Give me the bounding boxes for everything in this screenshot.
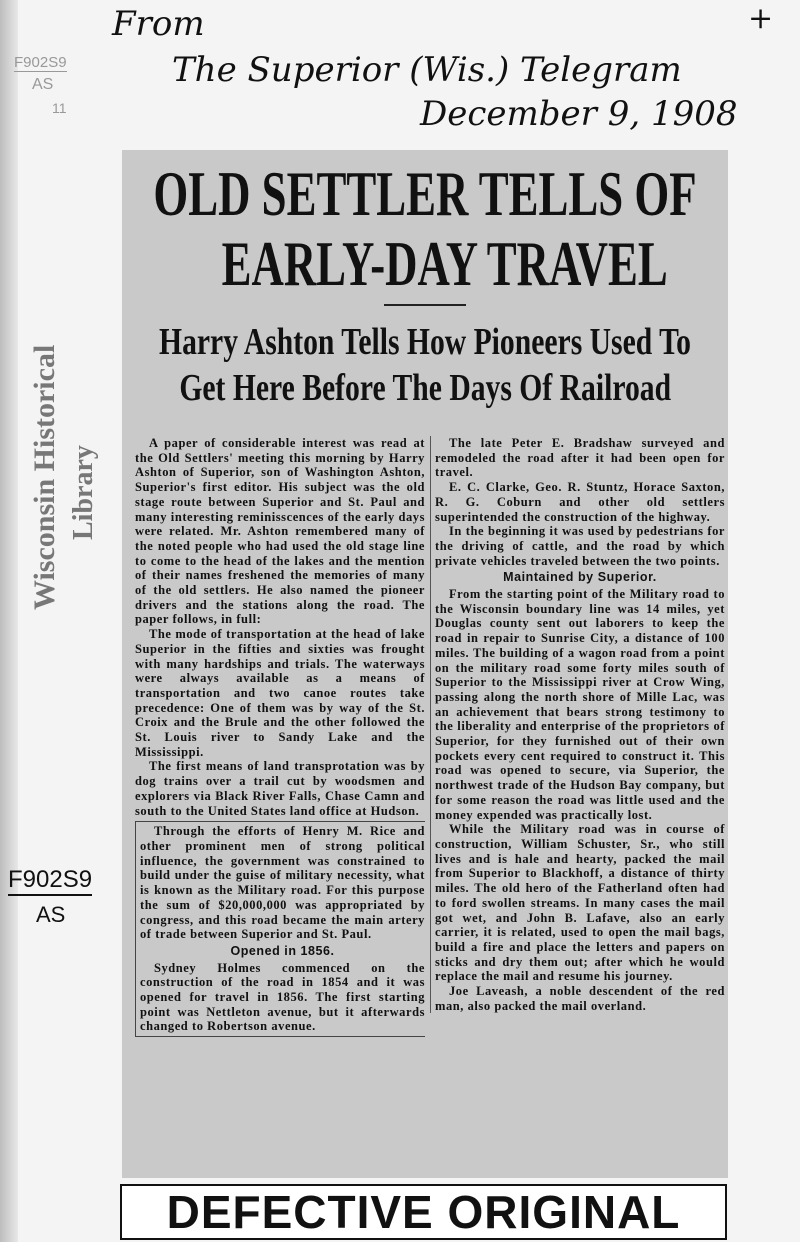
stamp-mark-top: 11 <box>52 100 67 116</box>
catalog-code: F902S9 <box>8 866 92 896</box>
handwritten-from: From <box>112 4 205 44</box>
handwritten-cross: + <box>748 1 774 36</box>
section-subheading: Maintained by Superior. <box>503 570 657 585</box>
paragraph: While the Military road was in course of construction, William Schuster, Sr., who still lives and is hale and hearty, packed the mail from Superior to Blackhoff, a distance of thirty miles. The old hero of the Fatherland often had to ford swollen streams. In many cases the mail got wet, and John B. Lafave, also an early carrier, it is related, used to open the mail bags, build a fire and place the letters and papers on sticks and dry them out; after which he would replace the mail and resume his journey. <box>435 822 725 984</box>
section-subheading: Opened in 1856. <box>230 943 335 958</box>
boxed-section <box>135 821 425 1037</box>
headline-line-1: OLD SETTLER TELLS OF <box>153 158 697 229</box>
subhead-line-1: Harry Ashton Tells How Pioneers Used To <box>159 321 691 363</box>
stamp-initials-top: AS <box>32 76 54 93</box>
defective-original-stamp: DEFECTIVE ORIGINAL <box>120 1184 727 1240</box>
headline-divider <box>384 304 466 306</box>
scan-edge <box>0 0 18 1242</box>
paragraph: Joe Laveash, a noble descendent of the red man, also packed the mail overland. <box>435 984 725 1013</box>
stamp-code-top: F902S9 <box>14 54 67 71</box>
article-column-right <box>430 436 725 1013</box>
article-column-left <box>135 436 425 1037</box>
paragraph: Through the efforts of Henry M. Rice and other prominent men of strong political influence, the government was constrained to build under the guise of military necessity, what is known as the Military road. For this purpose the sum of $20,000,000 was appropriated by congress, and this road became the main artery of trade between Superior and St. Paul. <box>140 824 425 942</box>
paragraph: In the beginning it was used by pedestrians for the driving of cattle, and the road by which private vehicles traveled between the two points. <box>435 524 725 568</box>
paragraph: Sydney Holmes commenced on the construction of the road in 1854 and it was opened for travel in 1856. The first starting point was Nettleton avenue, but it afterwards changed to Robertson avenue. <box>140 960 425 1034</box>
paragraph: E. C. Clarke, Geo. R. Stuntz, Horace Saxton, R. G. Coburn and other old settlers superintended the construction of the highway. <box>435 480 725 524</box>
library-stamp-line1: Wisconsin Historical <box>28 344 61 610</box>
handwritten-date: December 9, 1908 <box>420 94 738 134</box>
paragraph: A paper of considerable interest was read at the Old Settlers' meeting this morning by Harry Ashton of Superior, son of Washington Ashton, Superior's first editor. His subject was the old stage route between Superior and St. Paul and many interesting reminisscences of the early days were related. Mr. Ashton remembered many of the noted people who had used the old stage line to come to the head of the lakes and the mention of their names freshened the memories of many of the old settlers. He also named the pioneer drivers and the stations along the road. The paper follows, in full: <box>135 436 425 627</box>
catalog-initials: AS <box>36 902 66 927</box>
paragraph: The first means of land transprotation was by dog trains over a trail cut by woodsmen and explorers via Black River Falls, Chase Camn and south to the United States land office at Hudson. <box>135 759 425 818</box>
newspaper-clipping <box>122 150 728 1178</box>
handwritten-source: The Superior (Wis.) Telegram <box>172 50 682 90</box>
paragraph: The mode of transportation at the head of lake Superior in the fifties and sixties was frought with many hardships and trials. The waterways were always available as a means of transportation and two canoe routes take precedence: One of them was by way of the St. Croix and the Brule and the other followed the St. Louis river to Sandy Lake and the Mississippi. <box>135 627 425 759</box>
library-stamp-line2: Library <box>68 445 99 540</box>
paragraph: The late Peter E. Bradshaw surveyed and remodeled the road after it had been open for travel. <box>435 436 725 480</box>
headline-line-2: EARLY-DAY TRAVEL <box>221 228 669 299</box>
subhead-line-2: Get Here Before The Days Of Railroad <box>179 367 671 409</box>
paragraph: From the starting point of the Military road to the Wisconsin boundary line was 14 miles, yet Douglas county sent out laborers to keep the road in repair to Sunrise City, a distance of 100 miles. The building of a wagon road from a point on the military road some forty miles south of Superior to the Mississippi river at Crow Wing, passing along the north shore of Mille Lac, was an achievement that bears strong testimony to the liberality and enterprise of the proprietors of Superior, for they furnished out of their own pockets every cent required to construct it. This road was opened to secure, via Superior, the northwest trade of the Hudson Bay company, but for some reason the road was little used and the money expended was practically lost. <box>435 587 725 822</box>
